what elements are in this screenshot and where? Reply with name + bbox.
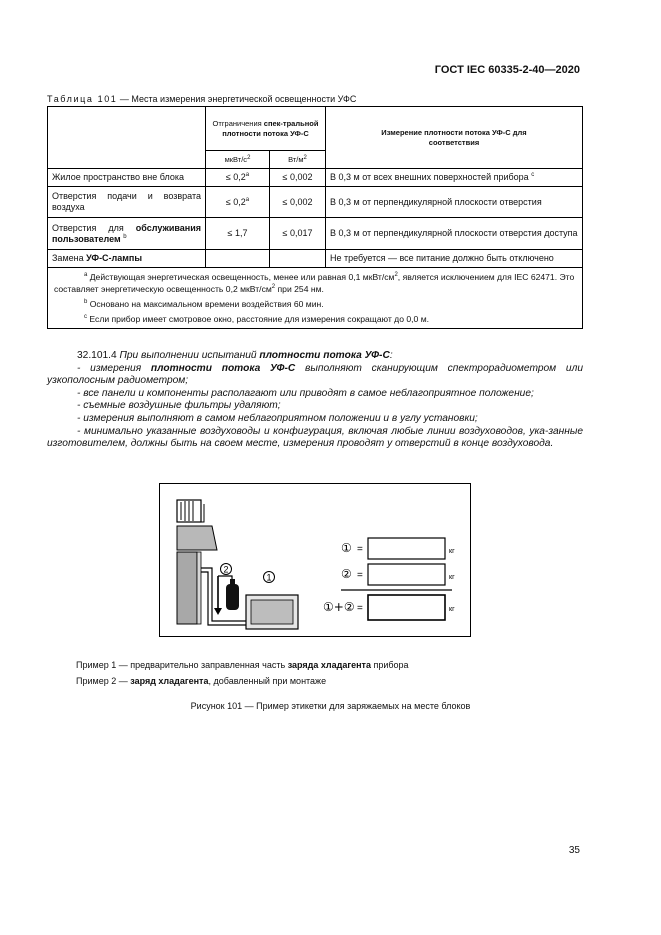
place-cell: Отверстия подачи и возврата воздуха	[48, 187, 206, 218]
uv-measurement-table	[47, 106, 583, 329]
svg-text:2: 2	[223, 564, 229, 575]
indoor-unit-icon	[177, 500, 204, 522]
list-item: - съемные воздушные фильтры удаляют;	[77, 400, 281, 412]
label-2-field	[368, 564, 445, 585]
table-row	[48, 250, 583, 268]
value-uw-cell: ≤ 1,7	[206, 218, 270, 250]
footnote-a: $^a$ Действующая энергетическая освещенность, менее или равная 0,1 мкВт/$см^2$, является исключением для IEC 62471. Это составляет энергетическую освещенность 0,2 мкВт/$см^2$ при 254 нм.	[54, 272, 575, 294]
table-caption-label: Таблица 101	[47, 94, 118, 104]
list-item: - минимально указанные воздуховоды и конфигурация, включая любые линии воздуховодов, ука-занные изготовителем, должны быть на своем месте, измерения проводят у отверстий в конце воздуховода.	[47, 425, 583, 450]
callout-1	[264, 572, 275, 583]
place-cell: Отверстия для обслуживания пользователем $^b$	[48, 218, 206, 250]
label-1-marker: ①	[341, 541, 352, 555]
place-cell: Жилое пространство вне блока	[48, 169, 206, 187]
document-header: ГОСТ IEC 60335-2-40—2020	[434, 64, 580, 76]
refrigerant-cylinder-icon	[226, 579, 239, 610]
example-2: Пример 2 — заряд хладагента, добавленный при монтаже	[76, 676, 327, 686]
table-caption-text: — Места измерения энергетической освещенности УФС	[117, 94, 357, 104]
example-1: Пример 1 — предварительно заправленная часть заряда хладагента прибора	[76, 660, 409, 670]
list-item: - измерения плотности потока УФ-С выполняют сканирующим спектрорадиометром или узкополосным радиометром;	[47, 362, 583, 387]
header-limits-cell: Отграничения спек-тральной плотности потока УФ-С	[206, 107, 326, 151]
wall-unit-icon	[177, 526, 217, 624]
header-empty-cell	[48, 107, 206, 169]
unit-uw-cell: мкВт/$с^2$	[206, 151, 270, 169]
method-cell: В 0,3 м от всех внешних поверхностей прибора $^c$	[326, 169, 583, 187]
svg-text:1: 1	[266, 572, 272, 583]
value-uw-cell: ≤ 0,2$^a$	[206, 169, 270, 187]
label-2-equals: =	[357, 570, 363, 581]
section-intro: 32.101.4 При выполнении испытаний плотности потока УФ-С:	[77, 350, 393, 361]
method-cell: В 0,3 м от перпендикулярной плоскости отверстия	[326, 187, 583, 218]
value-w-cell: ≤ 0,002	[270, 169, 326, 187]
footnote-b: $^b$ Основано на максимальном времени воздействия 60 мин.	[84, 299, 324, 309]
label-sum-unit: кг	[449, 606, 455, 613]
place-cell: Замена УФ-С-лампы	[48, 250, 206, 268]
label-row-2	[341, 564, 455, 585]
table-caption	[47, 94, 356, 104]
footnotes-row	[48, 268, 583, 329]
table-row	[48, 187, 583, 218]
figure-101	[159, 483, 471, 637]
footnotes-cell	[48, 268, 583, 329]
footnote-c: $^c$ Если прибор имеет смотровое окно, расстояние для измерения сокращают до 0,0 м.	[84, 314, 429, 324]
value-uw-cell	[206, 250, 270, 268]
label-2-marker: ②	[341, 567, 352, 581]
value-w-cell: ≤ 0,017	[270, 218, 326, 250]
callout-2	[221, 564, 232, 575]
label-sum-field	[368, 595, 445, 620]
figure-caption: Рисунок 101 — Пример этикетки для заряжаемых на месте блоков	[190, 701, 471, 711]
method-cell: Не требуется — все питание должно быть отключено	[326, 250, 583, 268]
section-32-101-4	[47, 350, 583, 451]
refrigerant-label-diagram	[160, 484, 469, 635]
list-item: - все панели и компоненты располагают или приводят в самое неблагоприятное положение;	[77, 387, 534, 399]
label-1-equals: =	[357, 544, 363, 555]
method-cell: В 0,3 м от перпендикулярной плоскости отверстия доступа	[326, 218, 583, 250]
label-row-1	[341, 538, 455, 559]
label-sum-marker: ①+②	[323, 600, 355, 614]
arrow-down-icon	[214, 608, 222, 615]
label-2-unit: кг	[449, 574, 455, 581]
value-uw-cell: ≤ 0,2$^a$	[206, 187, 270, 218]
label-1-field	[368, 538, 445, 559]
list-item: - измерения выполняют в самом неблагоприятном положении и в углу установки;	[77, 412, 478, 424]
value-w-cell	[270, 250, 326, 268]
table-row	[48, 218, 583, 250]
header-method-cell: Измерение плотности потока УФ-С для соответствия	[326, 107, 583, 169]
table-row	[48, 169, 583, 187]
label-row-sum	[323, 595, 455, 620]
value-w-cell: ≤ 0,002	[270, 187, 326, 218]
outdoor-unit-icon	[246, 595, 298, 629]
page-number: 35	[568, 845, 580, 856]
table-header-row	[48, 107, 583, 151]
label-sum-equals: =	[357, 603, 363, 614]
unit-w-cell: $Вт/м^2$	[270, 151, 326, 169]
label-1-unit: кг	[449, 548, 455, 555]
